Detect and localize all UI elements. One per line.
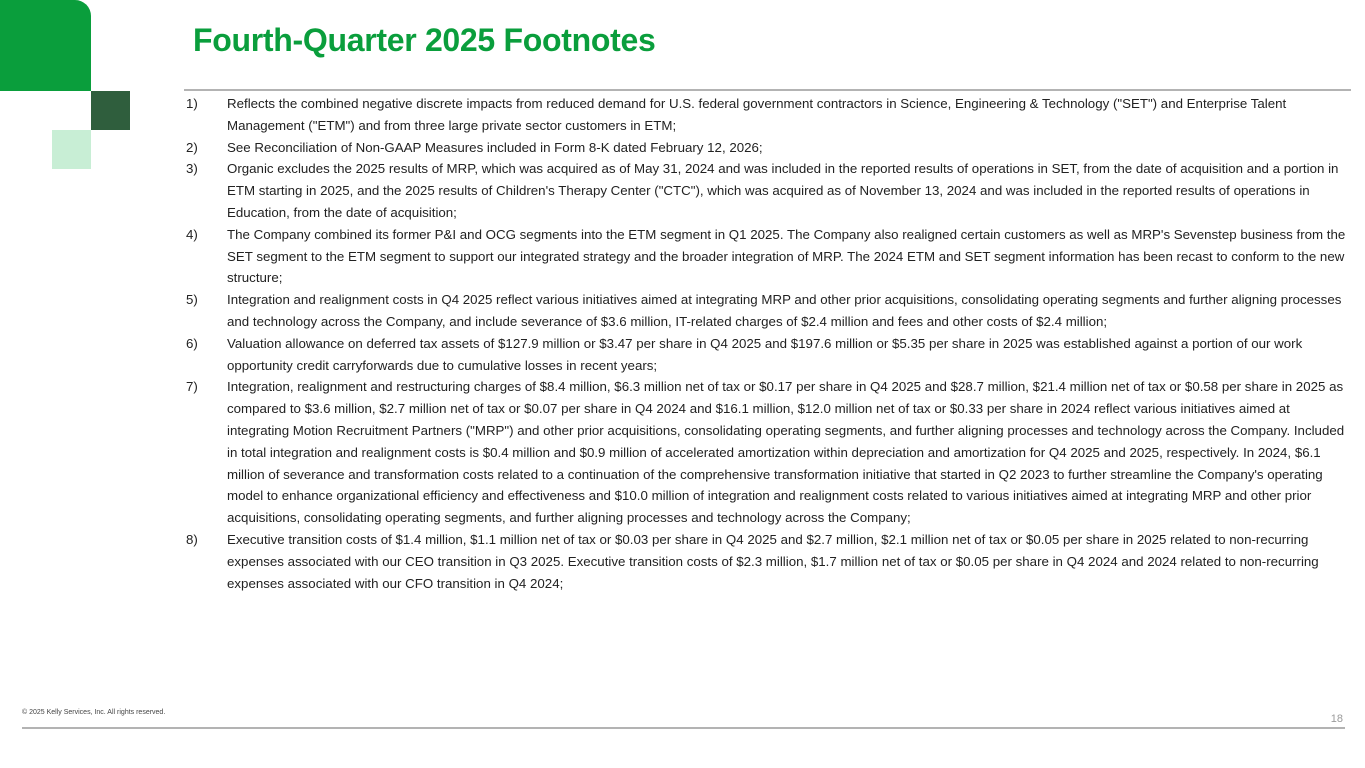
footnote-number: 1)	[186, 96, 198, 111]
footnote-number: 8)	[186, 531, 198, 547]
footnote-item	[186, 158, 1351, 223]
footnote-text: Integration and realignment costs in Q4 2025 reflect various initiatives aimed at integrating MRP and other prior acquisitions, consolidating operating segments and further aligning processes and technology across the Company, and include severance of $3.6 million, IT-related charges of $2.4 million and fees and other costs of $2.4 million;	[227, 292, 1342, 329]
footnote-number: 7)	[186, 379, 198, 395]
footnote-number: 4)	[186, 226, 198, 242]
footnote-item	[186, 529, 1351, 594]
page-title: Fourth-Quarter 2025 Footnotes	[193, 22, 656, 58]
footnote-item	[186, 376, 1351, 529]
copyright-notice: © 2025 Kelly Services, Inc. All rights reserved.	[22, 709, 166, 716]
brand-square-light-green	[52, 130, 91, 169]
footnote-text: Organic excludes the 2025 results of MRP, which was acquired as of May 31, 2024 and was included in the reported results of operations in SET, from the date of acquisition and a portion in ETM starting in 2025, and the 2025 results of Children's Therapy Center ("CTC"), which was acquired as of November 13, 2024 and was included in the reported results of operations in Education, from the date of acquisition;	[227, 161, 1339, 220]
footnote-item	[186, 224, 1351, 289]
page-number: 18	[1330, 713, 1343, 725]
brand-square-dark-green	[91, 91, 130, 130]
footnote-number: 3)	[186, 161, 198, 177]
footnote-item	[186, 93, 1351, 137]
footnote-item	[186, 333, 1351, 377]
footnote-text: See Reconciliation of Non-GAAP Measures included in Form 8-K dated February 12, 2026;	[227, 139, 763, 155]
footnotes-list	[186, 93, 1351, 594]
footnote-item	[186, 137, 1351, 159]
footnote-text: Integration, realignment and restructuring charges of $8.4 million, $6.3 million net of tax or $0.17 per share in Q4 2025 and $28.7 million, $21.4 million net of tax or $0.58 per share in 2025 as compared to $3.6 million, $2.7 million net of tax or $0.07 per share in Q4 2024 and $16.1 million, $12.0 million net of tax or $0.33 per share in 2024 reflect various initiatives aimed at integrating Motion Recruitment Partners ("MRP") and other prior acquisitions, consolidating operating segments, and further aligning processes and technology across the Company. Included in total integration and realignment costs is $0.4 million and $0.9 million of accelerated amortization within depreciation and amortization for Q4 2025 and 2025, respectively. In 2024, $6.1 million of severance and transformation costs related to a continuation of the comprehensive transformation initiative that started in Q2 2023 to further streamline the Company's operating model to enhance organizational efficiency and effectiveness and $10.0 million of integration and realignment costs related to various initiatives aimed at integrating MRP and other prior acquisitions, consolidating operating segments, and further aligning processes and technology across the Company;	[227, 379, 1345, 526]
footnote-text: Valuation allowance on deferred tax assets of $127.9 million or $3.47 per share in Q4 2025 and $197.6 million or $5.35 per share in 2025 was established against a portion of our work opportunity credit carryforwards due to cumulative losses in recent years;	[227, 335, 1303, 373]
footnote-number: 6)	[186, 335, 198, 351]
footnote-item	[186, 289, 1351, 333]
title-divider	[184, 89, 1351, 91]
footer-divider	[22, 727, 1345, 729]
brand-square-green	[0, 0, 91, 91]
footnote-text: The Company combined its former P&I and OCG segments into the ETM segment in Q1 2025. The Company also realigned certain customers as well as MRP's Sevenstep business from the SET segment to the ETM segment to support our integrated strategy and the broader integration of MRP. The 2024 ETM and SET segment information has been recast to conform to the new structure;	[227, 226, 1346, 286]
footnote-number: 5)	[186, 292, 198, 308]
footnote-text: Executive transition costs of $1.4 million, $1.1 million net of tax or $0.03 per share in Q4 2025 and $2.7 million, $2.1 million net of tax or $0.05 per share in 2025 related to non-recurring expenses associated with our CEO transition in Q3 2025. Executive transition costs of $2.3 million, $1.7 million net of tax or $0.05 per share in Q4 2024 and 2024 related to non-recurring expenses associated with our CFO transition in Q4 2024;	[227, 531, 1319, 591]
footnote-number: 2)	[186, 139, 198, 155]
footnote-text: Reflects the combined negative discrete impacts from reduced demand for U.S. federal government contractors in Science, Engineering & Technology ("SET") and Enterprise Talent Management ("ETM") and from three large private sector customers in ETM;	[227, 96, 1287, 133]
